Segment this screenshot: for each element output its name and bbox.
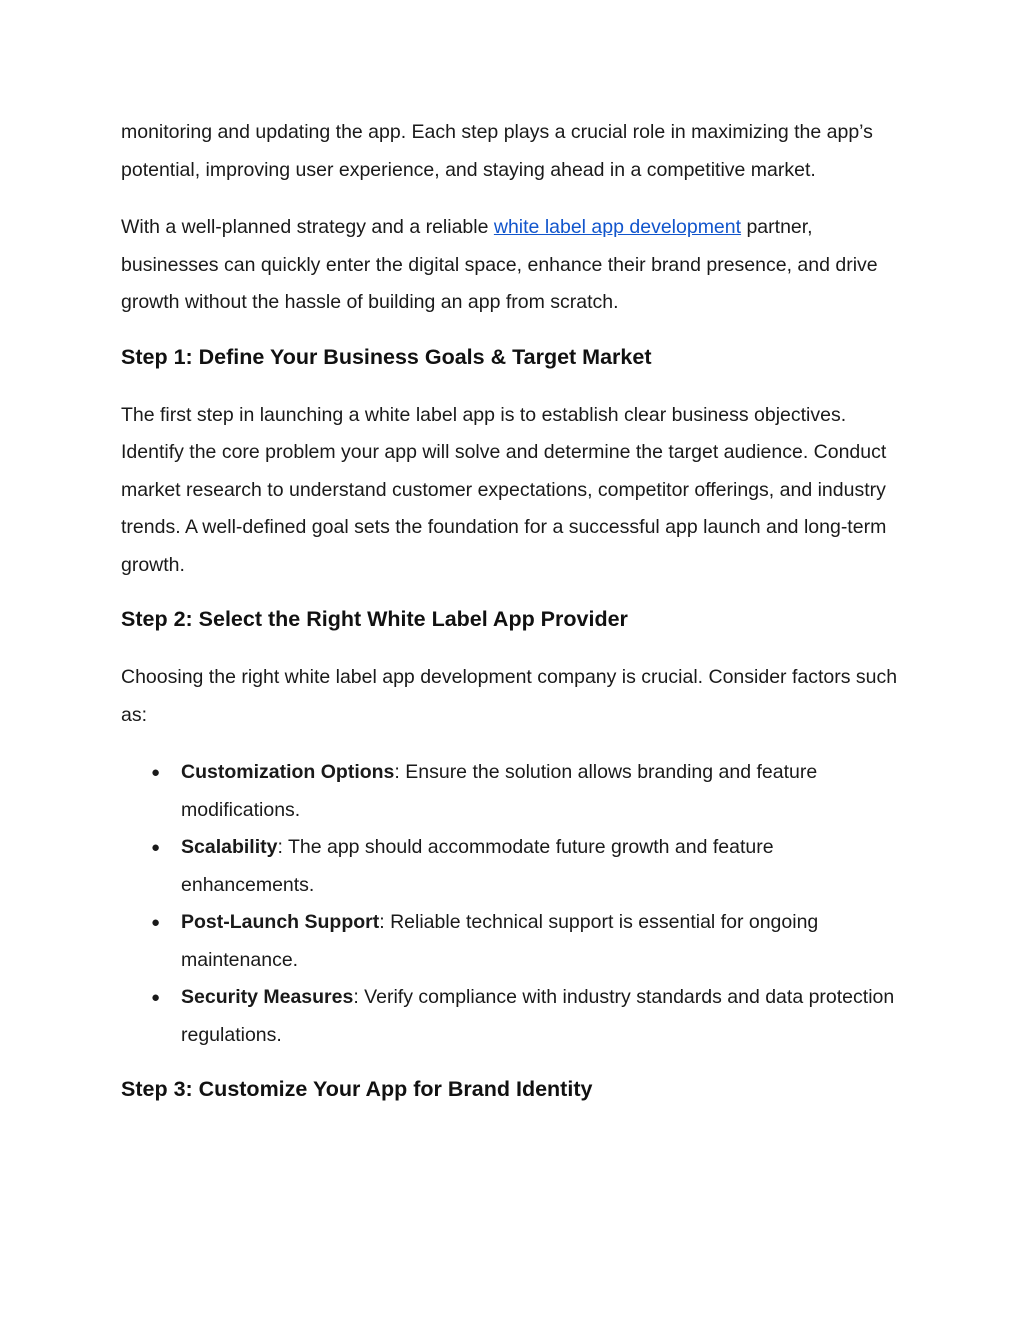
list-item — [121, 829, 911, 904]
list-item — [121, 979, 911, 1054]
step-2-body: Choosing the right white label app development company is crucial. Consider factors such as: — [121, 666, 898, 726]
list-item-term: Customization Options — [181, 761, 395, 783]
step-1-heading: Step 1: Define Your Business Goals & Target Market — [121, 344, 652, 369]
step-1-body: The first step in launching a white label app is to establish clear business objectives. Identify the core problem your app will solve and determine the target audience. Conduct market research to understand customer expectations, competitor offerings, and industry trends. A well-defined goal sets the foundation for a successful app launch and long-term growth. — [121, 403, 887, 576]
list-item-term: Security Measures — [181, 986, 354, 1008]
list-item-term: Scalability — [181, 836, 278, 858]
bullet-icon: ● — [151, 989, 161, 1006]
list-item — [121, 754, 911, 829]
list-item — [121, 904, 911, 979]
step-2-heading: Step 2: Select the Right White Label App Provider — [121, 607, 628, 631]
strategy-paragraph — [121, 209, 911, 322]
bullet-icon: ● — [151, 764, 161, 781]
bullet-icon: ● — [151, 839, 161, 856]
strategy-text-after: partner, businesses can quickly enter the digital space, enhance their brand presence, and drive growth without the hassle of building an app from scratch. — [121, 216, 878, 313]
white-label-app-development-link[interactable]: white label app development — [493, 216, 742, 238]
intro-paragraph: monitoring and updating the app. Each step plays a crucial role in maximizing the app’s potential, improving user experience, and staying ahead in a competitive market. — [121, 121, 873, 181]
list-item-desc: : Verify compliance with industry standards and data protection regulations. — [181, 986, 895, 1046]
document-page — [121, 114, 911, 1129]
strategy-text-before: With a well-planned strategy and a reliable — [121, 216, 494, 238]
list-item-term: Post-Launch Support — [181, 911, 380, 933]
list-item-desc: : Ensure the solution allows branding and feature modifications. — [181, 761, 818, 821]
bullet-icon: ● — [151, 914, 161, 931]
list-item-desc: : Reliable technical support is essential for ongoing maintenance. — [181, 911, 819, 971]
list-item-desc: : The app should accommodate future growth and feature enhancements. — [181, 836, 774, 896]
step-3-heading: Step 3: Customize Your App for Brand Identity — [121, 1077, 593, 1101]
provider-factors-list — [121, 754, 911, 1054]
